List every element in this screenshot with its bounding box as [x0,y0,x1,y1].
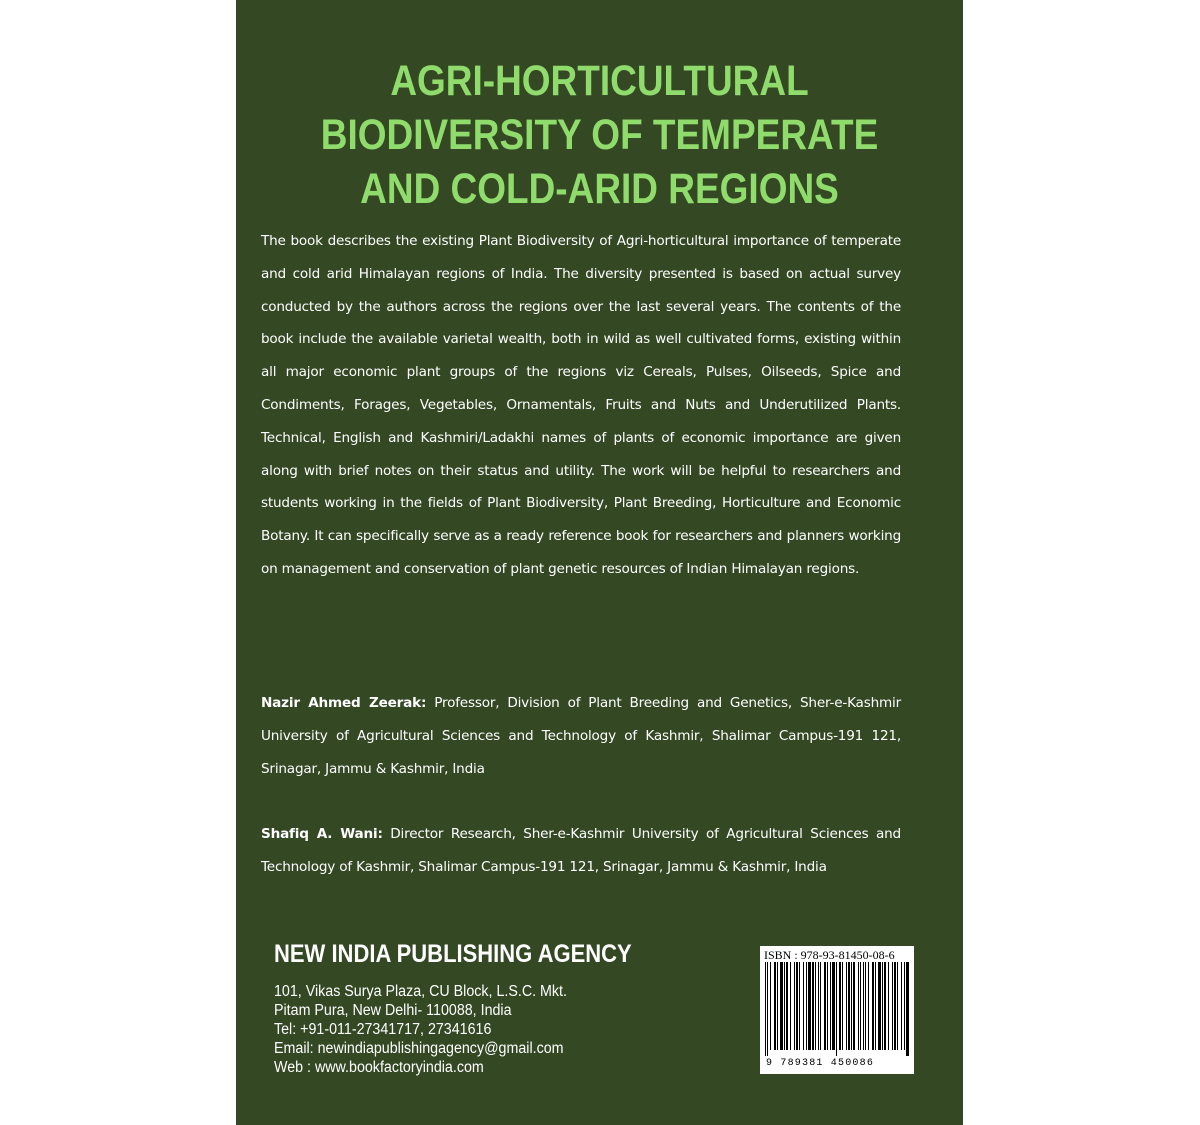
title-line-1: AGRI-HORTICULTURAL [390,57,809,105]
barcode-bar [832,962,835,1050]
barcode-bar [875,962,876,1050]
barcode-bar [894,962,896,1050]
author-bio-2 [261,818,901,884]
barcode-bar [806,962,807,1050]
address-line-1: 101, Vikas Surya Plaza, CU Block, L.S.C. Mkt. [274,983,567,1000]
barcode-bar [851,962,852,1050]
barcode-digits: 9 789381 450086 [766,1058,875,1069]
barcode-bar [815,962,816,1050]
barcode-bar [786,962,788,1050]
barcode-bar [808,962,811,1050]
barcode-bar [846,962,847,1050]
barcode-bar [904,962,905,1050]
publisher-address [274,982,567,1077]
author-details-1: Professor, Division of Plant Breeding and Genetics, Sher-e-Kashmir University of Agricultural Sciences and Technology of Kashmir, Shalimar Campus-191 121, Srinagar, Jammu & Kashmir, India [261,695,901,777]
barcode-bar [892,962,893,1050]
barcode-bar [770,962,771,1050]
isbn-barcode [760,946,914,1074]
barcode-bar [812,962,814,1050]
book-description: The book describes the existing Plant Biodiversity of Agri-horticultural importance of temperate and cold arid Himalayan regions of India. The diversity presented is based on actual survey conducted by the authors across the regions over the last several years. The contents of the book include the available varietal wealth, both in wild as well cultivated forms, existing within all major economic plant groups of the regions viz Cereals, Pulses, Oilseeds, Spice and Condiments, Forages, Vegetables, Ornamentals, Fruits and Nuts and Underutilized Plants. Technical, English and Kashmiri/Ladakhi names of plants of economic importance are given along with brief notes on their status and utility. The work will be helpful to researchers and students working in the fields of Plant Biodiversity, Plant Breeding, Horticulture and Economic Botany. It can specifically serve as a ready reference book for researchers and planners working on management and conservation of plant genetic resources of Indian Himalayan regions. [261,233,901,577]
barcode-bar [842,962,843,1050]
barcode-bar [784,962,785,1050]
barcode-bar [799,962,800,1050]
author-bio-1 [261,687,901,785]
book-back-cover [236,0,963,1125]
barcode-bar [863,962,864,1050]
barcode-bar [853,962,855,1050]
barcode-bar [848,962,850,1050]
barcode-bar [865,962,866,1050]
barcode-bar [858,962,859,1050]
barcode-bar [901,962,902,1050]
barcode-bar [836,962,837,1056]
address-line-3: Tel: +91-011-27341717, 27341616 [274,1021,492,1038]
barcode-bar [827,962,828,1050]
barcode-bar [882,962,883,1050]
author-name-1: Nazir Ahmed Zeerak: [261,695,427,711]
barcode-bar [830,962,831,1050]
barcode-bar [839,962,841,1050]
title-line-2: BIODIVERSITY OF TEMPERATE [320,111,879,159]
barcode-bar [803,962,804,1050]
barcode-bar [897,962,898,1050]
barcode-bar [767,962,768,1056]
address-line-5: Web : www.bookfactoryindia.com [274,1059,484,1076]
isbn-label: ISBN : 978-93-81450-08-6 [764,948,895,962]
author-details-2: Director Research, Sher-e-Kashmir University of Agricultural Sciences and Technology of Kashmir, Shalimar Campus-191 121, Srinagar, Jammu & Kashmir, India [261,826,901,875]
barcode-bar [884,962,886,1050]
barcode-bar [774,962,776,1050]
barcode-bar [777,962,778,1050]
barcode-bar [888,962,889,1050]
barcode-bar [780,962,783,1050]
address-line-2: Pitam Pura, New Delhi- 110088, India [274,1002,512,1019]
barcode-bar [818,962,819,1050]
barcode-bar [878,962,881,1050]
barcode-bar [790,962,791,1050]
publisher-name: NEW INDIA PUBLISHING AGENCY [274,940,632,968]
barcode-bar [794,962,795,1050]
barcode-bar [796,962,798,1050]
barcode-bars [765,962,909,1056]
barcode-bar [868,962,869,1050]
barcode-bar [872,962,874,1050]
author-name-2: Shafiq A. Wani: [261,826,383,842]
title-line-3: AND COLD-ARID REGIONS [360,165,839,213]
barcode-bar [820,962,821,1050]
address-line-4: Email: newindiapublishingagency@gmail.com [274,1040,564,1057]
book-title [287,54,912,216]
barcode-bar [860,962,861,1050]
barcode-bar [824,962,826,1050]
barcode-bar [765,962,766,1056]
barcode-bar [906,962,909,1056]
